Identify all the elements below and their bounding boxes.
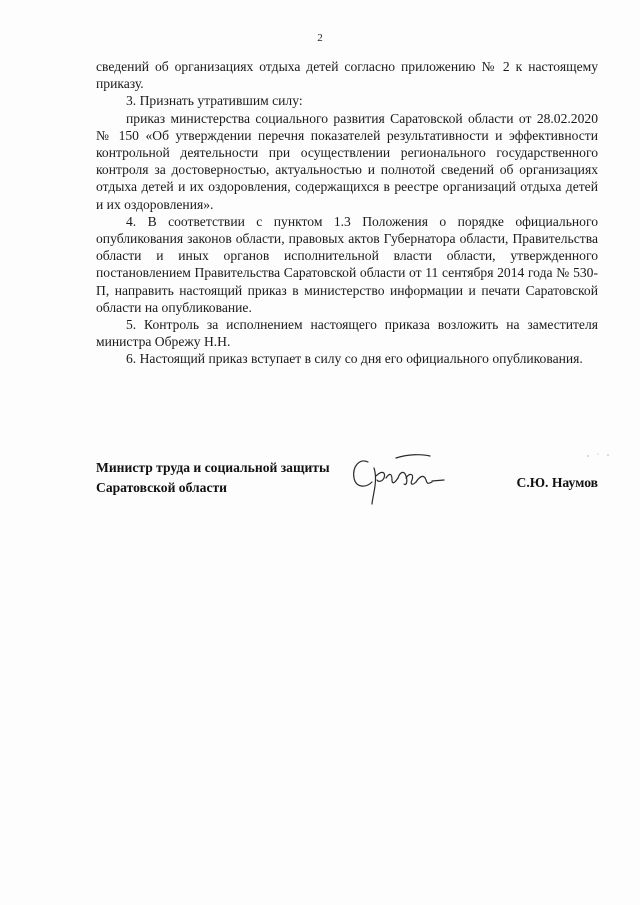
paragraph-item-6: 6. Настоящий приказ вступает в силу со дня его официального опубликования. <box>126 351 583 367</box>
signer-position-line1: Министр труда и социальной защиты <box>96 460 330 475</box>
paragraph-item-4: 4. В соответствии с пунктом 1.3 Положения о порядке официального опубликования законов области, правовых актов Губернатора области, Правительства области и иных органов исполнительной власти области, утвержденного постановлением Правительства Саратовской области от 11 сентября 2014 года № 530-П, направить настоящий приказ в министерство информации и печати Саратовской области на опубликование. <box>96 213 598 315</box>
paragraph-item-5: 5. Контроль за исполнением настоящего приказа возложить на заместителя министра Обрежу Н.Н. <box>96 317 598 350</box>
paragraph-item-3: 3. Признать утратившим силу: <box>126 93 303 109</box>
scan-specks <box>584 450 614 460</box>
signer-position-line2: Саратовской области <box>96 480 228 495</box>
paragraph-continuation: сведений об организациях отдыха детей согласно приложению № 2 к настоящему приказу. <box>96 59 598 92</box>
signer-position <box>96 458 330 498</box>
paragraph-repealed-order: приказ министерства социального развития Саратовской области от 28.02.2020 № 150 «Об утверждении перечня показателей результативности и эффективности контрольной деятельности при осуществлении регионального государственного контроля за достоверностью, актуальностью и полнотой сведений об организациях отдыха детей и их оздоровления, содержащихся в реестре организаций отдыха детей и их оздоровления». <box>96 110 598 212</box>
handwritten-signature <box>346 448 456 508</box>
page-number: 2 <box>317 32 323 44</box>
signer-name: С.Ю. Наумов <box>516 475 598 490</box>
document-body <box>96 58 598 368</box>
signature-block <box>96 458 598 518</box>
